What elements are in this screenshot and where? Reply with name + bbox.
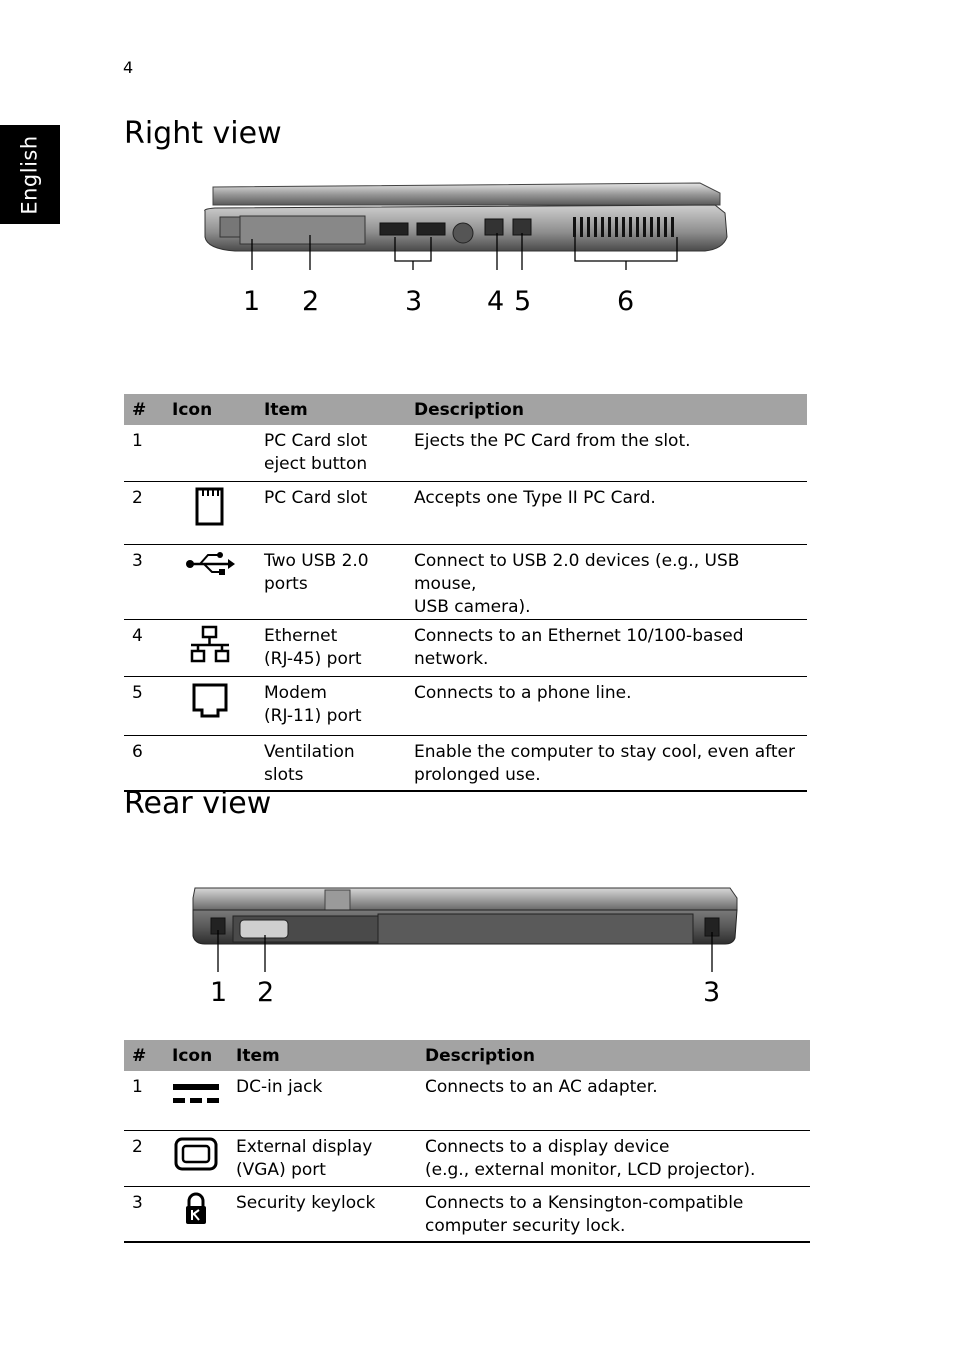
ethernet-icon xyxy=(188,625,232,665)
row-num: 1 xyxy=(124,1071,164,1130)
dc-in-icon xyxy=(171,1076,221,1108)
language-tab-label: English xyxy=(18,134,43,215)
vga-icon xyxy=(173,1136,219,1172)
row-item: Modem (RJ-11) port xyxy=(256,676,406,735)
row-num: 3 xyxy=(124,544,164,619)
row-description: Connects to a Kensington-compatible computer security lock. xyxy=(417,1186,810,1242)
row-item: Two USB 2.0 ports xyxy=(256,544,406,619)
rear-callout-1: 1 xyxy=(210,977,228,1008)
table-row xyxy=(124,735,807,791)
right-callout-3: 3 xyxy=(405,286,423,317)
table-row xyxy=(124,481,807,544)
table-row xyxy=(124,1186,810,1242)
row-num: 6 xyxy=(124,735,164,791)
header-icon: Icon xyxy=(164,1040,228,1071)
table-row xyxy=(124,425,807,481)
kensington-lock-icon xyxy=(183,1192,209,1226)
right-callout-4: 4 xyxy=(487,286,505,317)
right-view-photo xyxy=(195,175,735,270)
table-row xyxy=(124,619,807,676)
modem-icon xyxy=(190,682,230,720)
table-row xyxy=(124,1071,810,1130)
header-item: Item xyxy=(256,394,406,425)
header-icon: Icon xyxy=(164,394,256,425)
row-item: DC-in jack xyxy=(228,1071,417,1130)
right-callout-2: 2 xyxy=(302,286,320,317)
row-description: Connects to an Ethernet 10/100-based network. xyxy=(406,619,807,676)
row-description: Connects to a phone line. xyxy=(406,676,807,735)
header-item: Item xyxy=(228,1040,417,1071)
right-callout-5: 5 xyxy=(514,286,532,317)
rear-callout-2: 2 xyxy=(257,977,275,1008)
row-description: Connect to USB 2.0 devices (e.g., USB mouse, USB camera). xyxy=(406,544,807,619)
right-view-table xyxy=(124,394,807,792)
language-tab xyxy=(0,125,60,224)
table-header-row xyxy=(124,1040,810,1071)
right-view-title: Right view xyxy=(124,116,282,151)
usb-icon xyxy=(184,550,236,578)
table-row xyxy=(124,1130,810,1186)
row-num: 2 xyxy=(124,1130,164,1186)
table-header-row xyxy=(124,394,807,425)
row-item: External display (VGA) port xyxy=(228,1130,417,1186)
rear-callout-3: 3 xyxy=(703,977,721,1008)
table-row xyxy=(124,676,807,735)
page-number: 4 xyxy=(123,58,134,77)
right-callout-6: 6 xyxy=(617,286,635,317)
row-num: 4 xyxy=(124,619,164,676)
header-description: Description xyxy=(406,394,807,425)
rear-view-table xyxy=(124,1040,810,1243)
row-num: 5 xyxy=(124,676,164,735)
row-item: Ventilation slots xyxy=(256,735,406,791)
right-callout-1: 1 xyxy=(243,286,261,317)
row-description: Connects to a display device (e.g., external monitor, LCD projector). xyxy=(417,1130,810,1186)
rear-view-photo xyxy=(185,880,745,975)
row-num: 3 xyxy=(124,1186,164,1242)
table-row xyxy=(124,544,807,619)
row-description: Ejects the PC Card from the slot. xyxy=(406,425,807,481)
pc-card-slot-icon xyxy=(195,487,225,527)
row-item: PC Card slot eject button xyxy=(256,425,406,481)
row-description: Enable the computer to stay cool, even after prolonged use. xyxy=(406,735,807,791)
row-description: Accepts one Type II PC Card. xyxy=(406,481,807,544)
row-description: Connects to an AC adapter. xyxy=(417,1071,810,1130)
rear-view-title: Rear view xyxy=(124,786,272,821)
row-item: Ethernet (RJ-45) port xyxy=(256,619,406,676)
header-num: # xyxy=(124,1040,164,1071)
row-num: 2 xyxy=(124,481,164,544)
header-description: Description xyxy=(417,1040,810,1071)
row-item: PC Card slot xyxy=(256,481,406,544)
header-num: # xyxy=(124,394,164,425)
row-num: 1 xyxy=(124,425,164,481)
row-item: Security keylock xyxy=(228,1186,417,1242)
